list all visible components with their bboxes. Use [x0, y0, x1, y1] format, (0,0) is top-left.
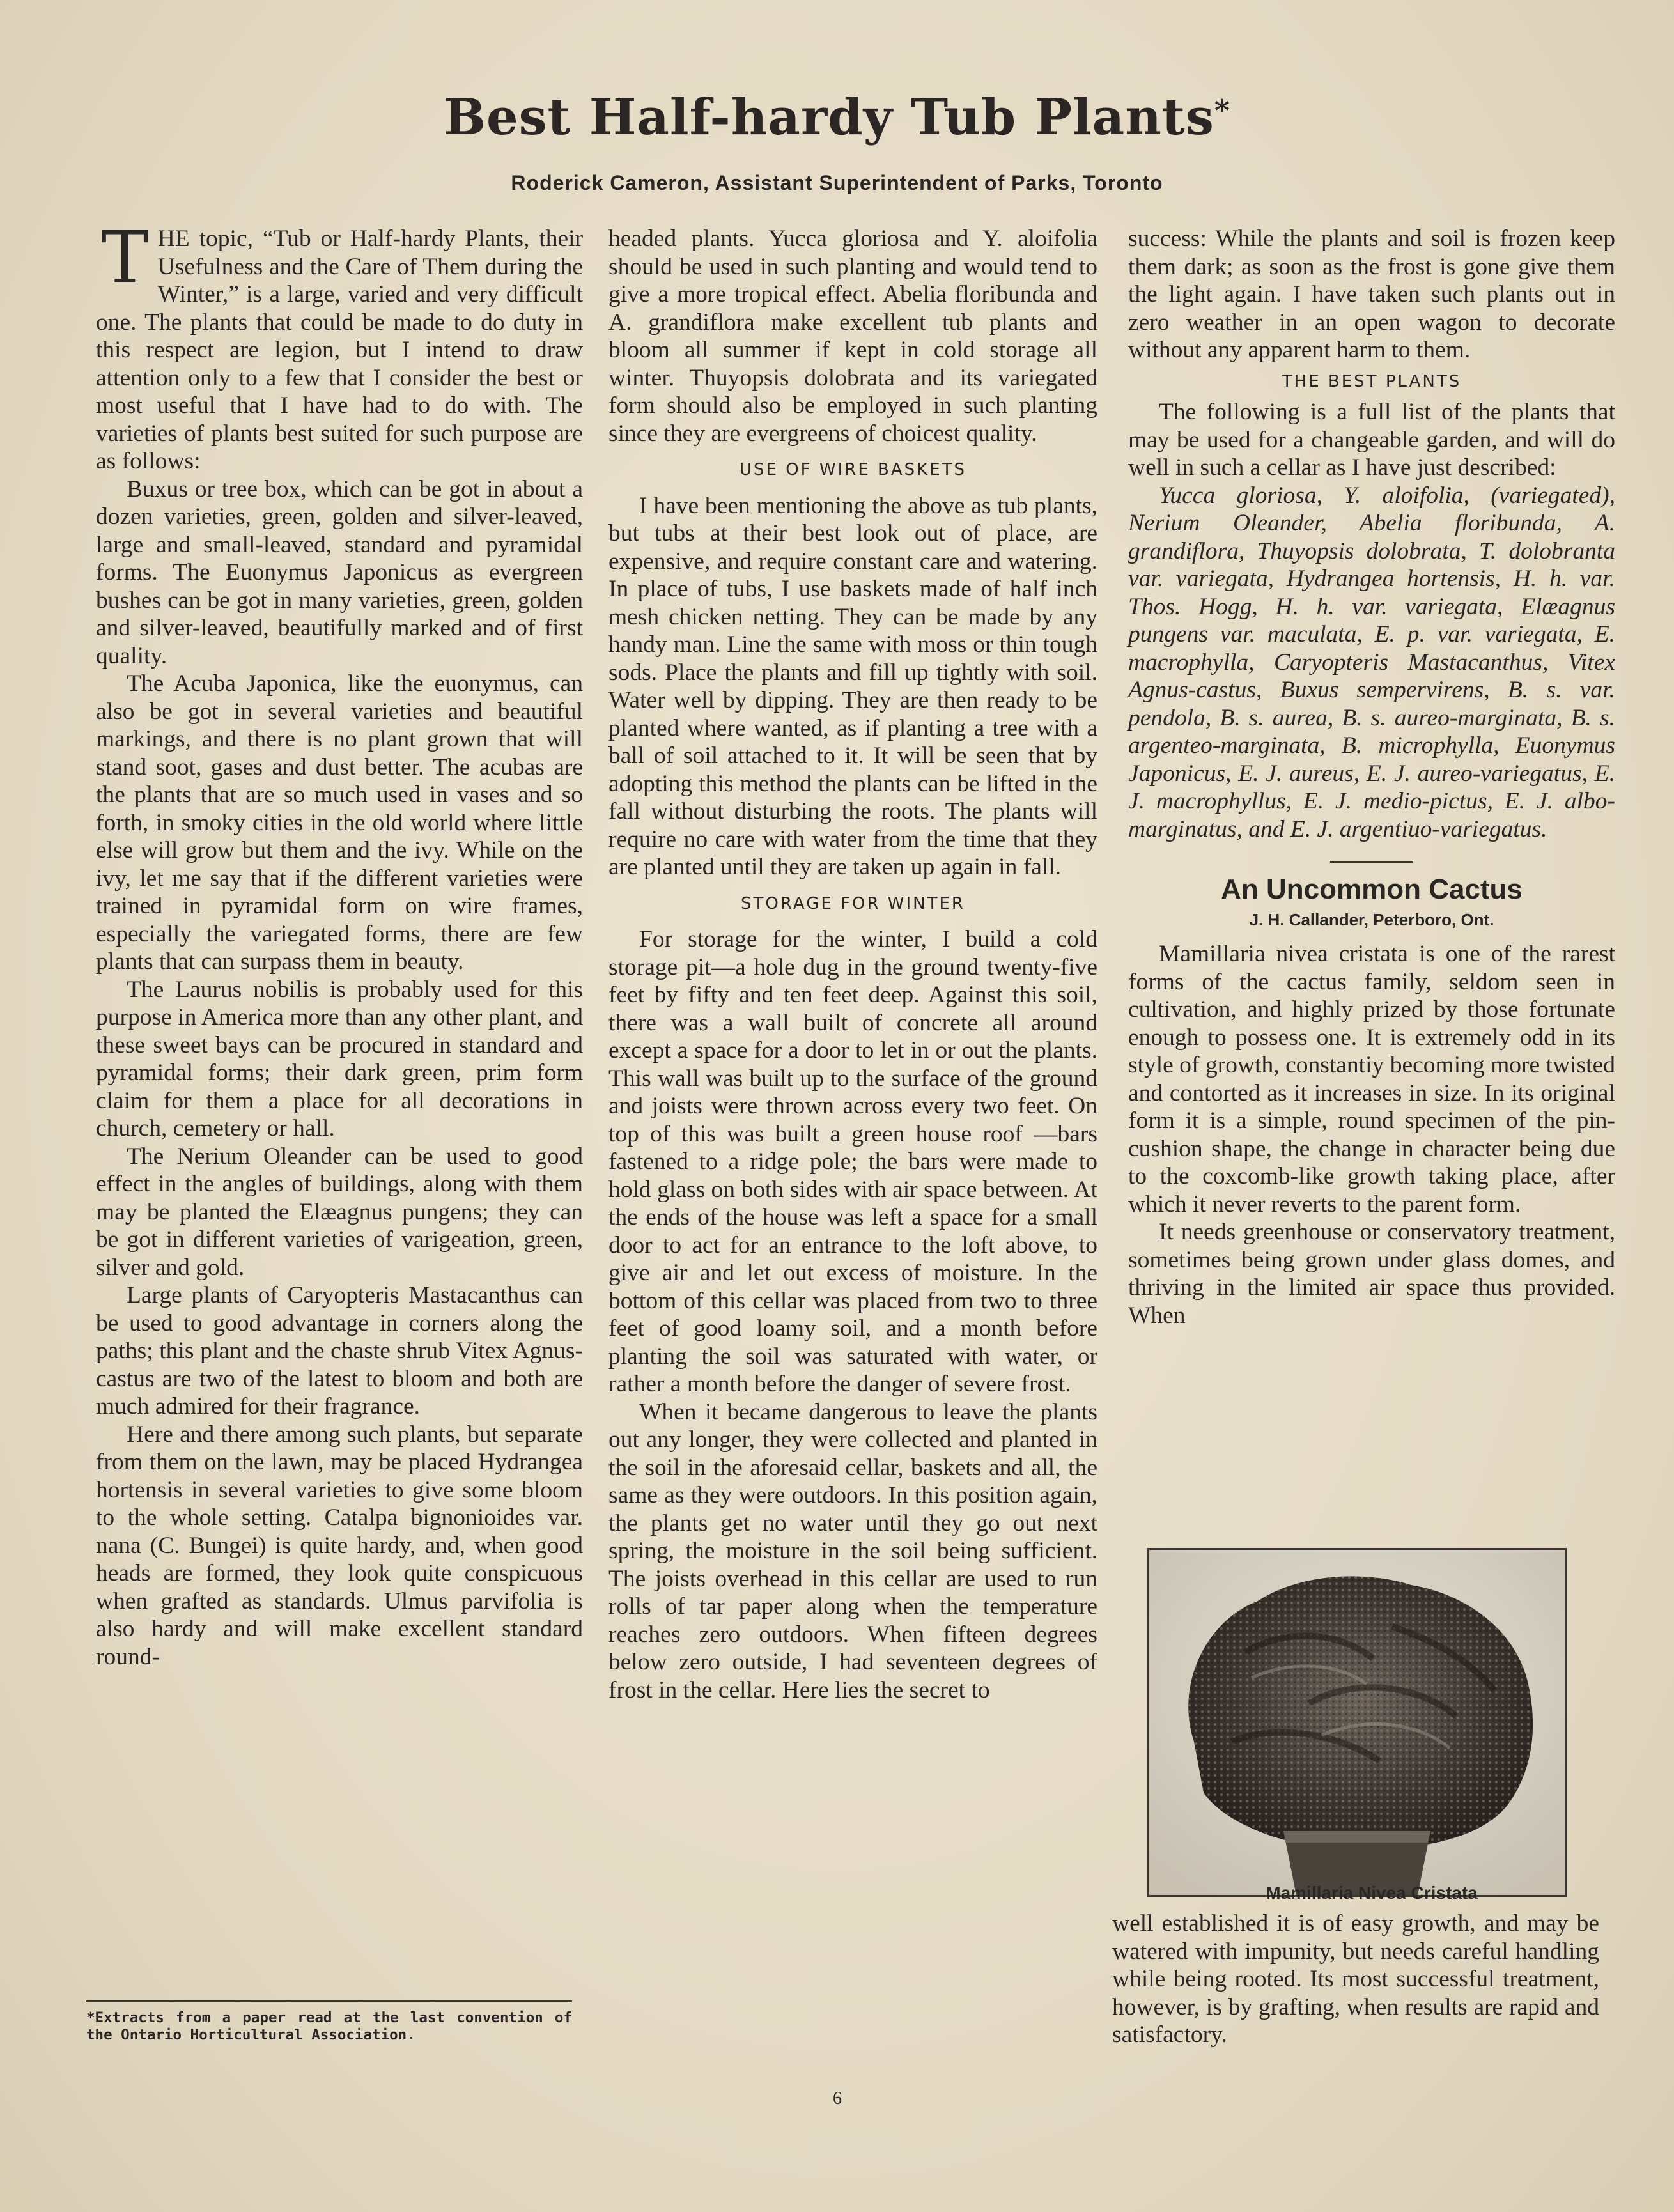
section-divider — [1330, 861, 1413, 863]
subheading-storage-winter: STORAGE FOR WINTER — [741, 893, 965, 913]
cactus-photo — [1147, 1548, 1567, 1897]
paragraph: The Nerium Oleander can be used to good effect in the angles of buildings, along with them may be planted the Elæagnus pungens; they can be got in different varieties of varigeation, green, silver and gold. — [96, 1143, 583, 1281]
article-byline: Roderick Cameron, Assistant Superintendent of Parks, Toronto — [511, 171, 1163, 194]
footnote: *Extracts from a paper read at the last convention of the Ontario Horticultural Association. — [86, 2009, 572, 2043]
page-number: 6 — [833, 2089, 842, 2108]
subheading-wire-baskets: USE OF WIRE BASKETS — [739, 460, 967, 479]
paragraph: Large plants of Caryopteris Mastacanthus can be used to good advantage in corners along the paths; this plant and the chaste shrub Vitex Agnus-castus are two of the latest to bloom and both are much admired for their fragrance. — [96, 1282, 583, 1419]
footnote-rule — [86, 2000, 572, 2002]
column-2 — [608, 225, 1097, 1704]
paragraph: I have been mentioning the above as tub plants, but tubs at their best look out of place, are expensive, and require constant care and watering. In place of tubs, I use baskets made of half inch mesh chicken netting. They can be made by any handy man. Line the same with moss or thin tough sods. Place the plants and fill up tightly with soil. Water well by dipping. They are then ready to be planted where wanted, as if planting a tree with a ball of soil attached to it. It will be seen that by adopting this method the plants can be lifted in the fall without disturbing the roots. The plants will require no care with water from the time that they are planted until they are taken up again in fall. — [608, 492, 1097, 880]
subheading-best-plants: THE BEST PLANTS — [1282, 371, 1462, 391]
title-text: Best Half-hardy Tub Plants — [444, 88, 1214, 146]
paragraph: The following is a full list of the plants that may be used for a changeable garden, and will do well in such a cellar as I have just described: — [1128, 399, 1615, 481]
column-3 — [1128, 225, 1615, 1329]
paragraph: Mamillaria nivea cristata is one of the rarest forms of the cactus family, seldom seen in cultivation, and highly prized by those fortunate enough to possess one. It is extremely odd in its style of growth, constantiy becoming more twisted and contorted as it increases in size. In its original form it is a simple, round specimen of the pin-cushion shape, the change in character being due to the coxcomb-like growth taking place, after which it never reverts to the parent form. — [1128, 941, 1615, 1218]
paragraph: The Acuba Japonica, like the euonymus, can also be got in several varieties and beautiful markings, and there is no plant grown that will stand soot, gases and dust better. The acubas are the plants that are so much used in vases and so forth, in smoky cities in the old world where little else will grow but them and the ivy. While on the ivy, let me say that if the different varieties were trained in pyramidal form on wire frames, especially the variegated forms, there are few plants that can surpass them in beauty. — [96, 670, 583, 975]
paragraph: well established it is of easy growth, and may be watered with impunity, but needs careful handling while being rooted. Its most successful treatment, however, is by grafting, when results are rapid and satisfactory. — [1112, 1910, 1599, 2048]
article-title — [0, 88, 1674, 146]
paragraph: For storage for the winter, I build a cold storage pit—a hole dug in the ground twenty-five feet by fifty and ten feet deep. Against this soil, there was a wall built of concrete all around except a space for a door to let in or out the plants. This wall was built up to the surface of the ground and joists were thrown across every two feet. On top of this was built a green house roof —bars fastened to a ridge pole; the bars were made to hold glass on both sides with air space between. At the ends of the house was left a space for a small door to act for an entrance to the loft above, to give air and let out excess of moisture. In the bottom of this cellar was placed from two to three feet of good loamy soil, and a month before planting the soil was saturated with water, or rather a month before the danger of severe frost. — [608, 926, 1097, 1397]
paragraph: When it became dangerous to leave the plants out any longer, they were collected and planted in the soil in the aforesaid cellar, baskets and all, the same as they were outdoors. In this position again, the plants get no water until they go out next spring, the moisture in the soil being sufficient. The joists overhead in this cellar are used to run rolls of tar paper along when the temperature reaches zero outdoors. When fifteen degrees below zero outside, I had seventeen degrees of frost in the cellar. Here lies the secret to — [608, 1398, 1097, 1703]
paragraph-plant-list: Yucca gloriosa, Y. aloifolia, (variegated), Nerium Oleander, Abelia floribunda, A. grandiflora, Thuyopsis dolobrata, T. dolobranta var. variegata, Hydrangea hortensis, H. h. var. Thos. Hogg, H. h. var. variegata, Elæagnus pungens var. maculata, E. p. var. variegata, E. macrophylla, Caryopteris Mastacanthus, Vitex Agnus-castus, Buxus sempervirens, B. s. var. pendola, B. s. aurea, B. s. aureo-marginata, B. s. argenteo-marginata, B. microphylla, Euonymus Japonicus, E. J. aureus, E. J. aureo-variegatus, E. J. macrophyllus, E. J. medio-pictus, E. J. albo-marginatus, and E. J. argentiuo-variegatus. — [1128, 482, 1615, 842]
paragraph: success: While the plants and soil is frozen keep them dark; as soon as the frost is gone give them the light again. I have taken such plants out in zero weather in an open wagon to decorate without any apparent harm to them. — [1128, 226, 1615, 363]
title-footnote-mark: * — [1214, 93, 1230, 128]
paragraph: Buxus or tree box, which can be got in about a dozen varieties, green, golden and silver-leaved, large and small-leaved, standard and pyramidal forms. The Euonymus Japonicus as evergreen bushes can be got in many varieties, green, golden and silver-leaved, beautifully marked and of first quality. — [96, 476, 583, 669]
drop-cap: T — [101, 217, 149, 300]
paragraph: headed plants. Yucca gloriosa and Y. aloifolia should be used in such planting and would tend to give a more tropical effect. Abelia floribunda and A. grandiflora make excellent tub plants and bloom all summer if kept in cold storage all winter. Thuyopsis dolobrata and its variegated form should also be employed in such planting since they are evergreens of choicest quality. — [608, 226, 1097, 447]
paragraph: It needs greenhouse or conservatory treatment, sometimes being grown under glass domes, and thriving in the limited air space thus provided. When — [1128, 1219, 1615, 1329]
photo-caption: Mamillaria Nivea Cristata — [1266, 1883, 1478, 1903]
paragraph: The Laurus nobilis is probably used for this purpose in America more than any other plant, and these sweet bays can be procured in standard and pyramidal forms; their dark green, prim form claim for them a place for all decorations in church, cemetery or hall. — [96, 976, 583, 1141]
cactus-article-byline: J. H. Callander, Peterboro, Ont. — [1249, 909, 1494, 929]
column-1 — [96, 217, 583, 1671]
column-3-continued — [1112, 1910, 1599, 2049]
cactus-image — [1149, 1550, 1565, 1895]
paragraph-intro — [96, 217, 583, 476]
paragraph: Here and there among such plants, but separate from them on the lawn, may be placed Hydrangea hortensis in several varieties to give some bloom to the whole setting. Catalpa bignonioides var. nana (C. Bungei) is quite hardy, and, when good heads are formed, they look quite conspicuous when grafted as standards. Ulmus parvifolia is also hardy and will make excellent standard round- — [96, 1421, 583, 1670]
paragraph-text: HE topic, “Tub or Half-hardy Plants, their Usefulness and the Care of Them during the Winter,” is a large, varied and very difficult one. The plants that could be made to do duty in this respect are legion, but I intend to draw attention only to a few that I consider the best or most useful that I have had to do with. The varieties of plants best suited for such purpose are as follows: — [96, 226, 583, 474]
cactus-article-title: An Uncommon Cactus — [1221, 874, 1523, 905]
